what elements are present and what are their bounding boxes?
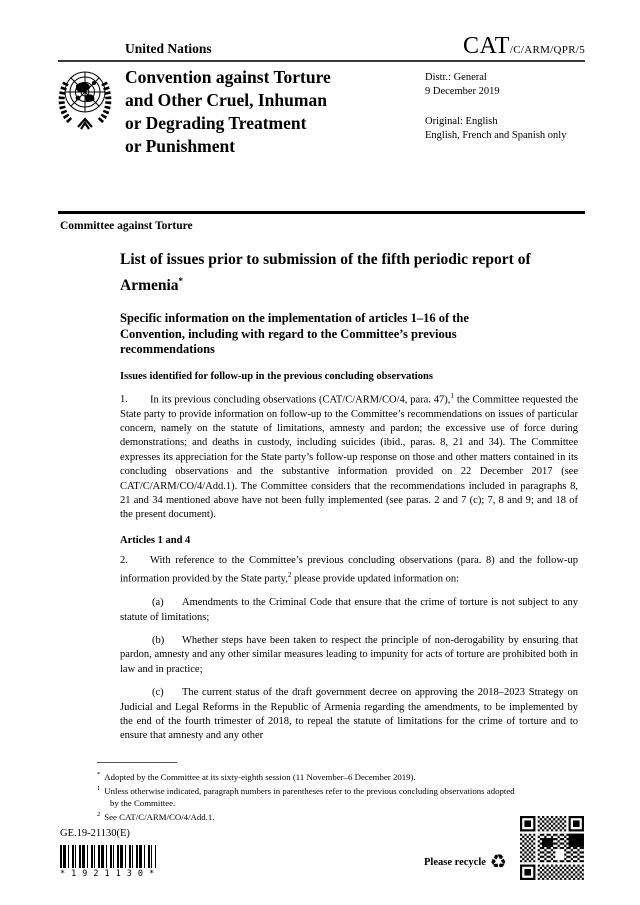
subparagraph-b-label: (b) bbox=[152, 634, 165, 646]
paragraph-2 bbox=[120, 554, 578, 587]
distr-date: 9 December 2019 bbox=[425, 86, 500, 97]
masthead bbox=[60, 33, 585, 60]
document-title bbox=[120, 250, 572, 296]
paragraph-1-text: In its previous concluding observations (CAT/C/ARM/CO/4, para. 47), bbox=[150, 394, 451, 406]
subparagraph-c-text: The current status of the draft government decree on approving the 2018–2023 Strategy on Judicial and Legal Reforms in the Republic of Armenia regarding the amendments, to be implemented by the end of the fourth trimester of 2018, to repeal the statute of limitations for the crime of torture and to ensure that amnesty and any other bbox=[120, 687, 578, 742]
paragraph-1-number: 1. bbox=[120, 394, 128, 406]
barcode bbox=[60, 845, 161, 879]
title-footnote-marker: * bbox=[178, 275, 184, 286]
org-name: United Nations bbox=[125, 41, 212, 56]
original-language: Original: English bbox=[425, 116, 498, 127]
treaty-title-line: or Punishment bbox=[125, 136, 236, 156]
document-body bbox=[120, 250, 578, 753]
paragraph-1 bbox=[120, 389, 578, 523]
qr-code-icon bbox=[520, 816, 584, 885]
treaty-title bbox=[125, 66, 331, 158]
footnotes-section bbox=[97, 762, 521, 823]
distribution-info bbox=[425, 71, 566, 143]
treaty-title-line: and Other Cruel, Inhuman bbox=[125, 90, 327, 110]
treaty-title-line: or Degrading Treatment bbox=[125, 113, 307, 133]
footnote-star bbox=[97, 769, 521, 783]
footnote-2 bbox=[97, 809, 521, 823]
subparagraph-c-label: (c) bbox=[152, 687, 164, 699]
footnote-ref-1: 1 bbox=[450, 391, 454, 400]
document-symbol bbox=[463, 33, 585, 60]
document-reference-number: GE.19-21130(E) bbox=[60, 828, 130, 839]
footnote-2-text: See CAT/C/ARM/CO/4/Add.1. bbox=[104, 811, 215, 822]
subparagraph-b-text: Whether steps have been taken to respect the principle of non-derogability by ensuring that pardon, amnesty and any other similar measures leading to impunity for acts of torture are prohibited both in law and in practice; bbox=[120, 634, 578, 675]
barcode-text: *1921130* bbox=[60, 869, 161, 879]
footnote-2-marker: 2 bbox=[97, 810, 101, 818]
paragraph-2-text-cont: please provide updated information on: bbox=[291, 573, 460, 585]
treaty-title-line: Convention against Torture bbox=[125, 67, 331, 87]
footnote-1-text: Unless otherwise indicated, paragraph numbers in parentheses refer to the previous concluding observations adopted by the Committee. bbox=[104, 785, 515, 808]
recycle-label: Please recycle bbox=[424, 857, 486, 868]
document-symbol-suffix: /C/ARM/QPR/5 bbox=[509, 44, 585, 56]
footnote-separator bbox=[97, 762, 177, 763]
articles-heading: Articles 1 and 4 bbox=[120, 534, 191, 546]
subparagraph-a-text: Amendments to the Criminal Code that ensure that the crime of torture is not subject to any statute of limitations; bbox=[120, 597, 578, 623]
distr-type: Distr.: General bbox=[425, 72, 487, 83]
recycle-notice bbox=[424, 853, 507, 872]
paragraph-2-number: 2. bbox=[120, 554, 128, 566]
header-divider bbox=[58, 60, 585, 62]
subparagraph-c bbox=[120, 686, 578, 744]
footnote-ref-2: 2 bbox=[287, 571, 292, 580]
document-title-text: List of issues prior to submission of the fifth periodic report of Armenia bbox=[120, 251, 531, 294]
document-symbol-main: CAT bbox=[463, 33, 510, 59]
paragraph-1-text-cont: the Committee requested the State party to provide information on follow-up to the Committee’s recommendations on issues of particular concern, namely on the statute of limitations, amnesty and pardon; the excessive use of force during demonstrations; and deaths in custody, including suicides (ibid., paras. 8, 21 and 34). The Committee expresses its appreciation for the State party’s follow-up response on those and other matters contained in its concluding observations and the substantive information provided on 22 December 2017 (see CAT/C/ARM/CO/4/Add.1). The Committee considers that the recommendations included in paragraphs 8, 21 and 34 mentioned above have not been fully implemented (see paras. 2 and 7 (c); 7, 8 and 9; and 18 of the present document). bbox=[120, 394, 579, 521]
committee-label: Committee against Torture bbox=[60, 220, 193, 232]
masthead-bottom-rule bbox=[58, 211, 585, 214]
footnote-star-marker: * bbox=[97, 771, 101, 778]
subparagraph-a-label: (a) bbox=[152, 597, 164, 609]
document-subtitle: Specific information on the implementation of articles 1–16 of the Convention, including with regard to the Committee’s previous recommendations bbox=[120, 311, 469, 357]
barcode-bars-icon bbox=[60, 845, 156, 868]
subparagraph-a bbox=[120, 596, 578, 625]
section-heading: Issues identified for follow-up in the previous concluding observations bbox=[120, 370, 433, 382]
footnote-1-marker: 1 bbox=[97, 784, 101, 792]
available-languages: English, French and Spanish only bbox=[425, 130, 567, 141]
paragraph-2-text: With reference to the Committee’s previous concluding observations (para. 8) and the follow-up information provided by the State party, bbox=[120, 554, 578, 585]
footnote-star-text: Adopted by the Committee at its sixty-eighth session (11 November–6 December 2019). bbox=[104, 771, 416, 782]
subparagraph-b bbox=[120, 634, 578, 677]
recycle-icon: ♻ bbox=[489, 851, 507, 873]
un-emblem-icon bbox=[58, 67, 112, 146]
footnote-1 bbox=[97, 783, 521, 809]
